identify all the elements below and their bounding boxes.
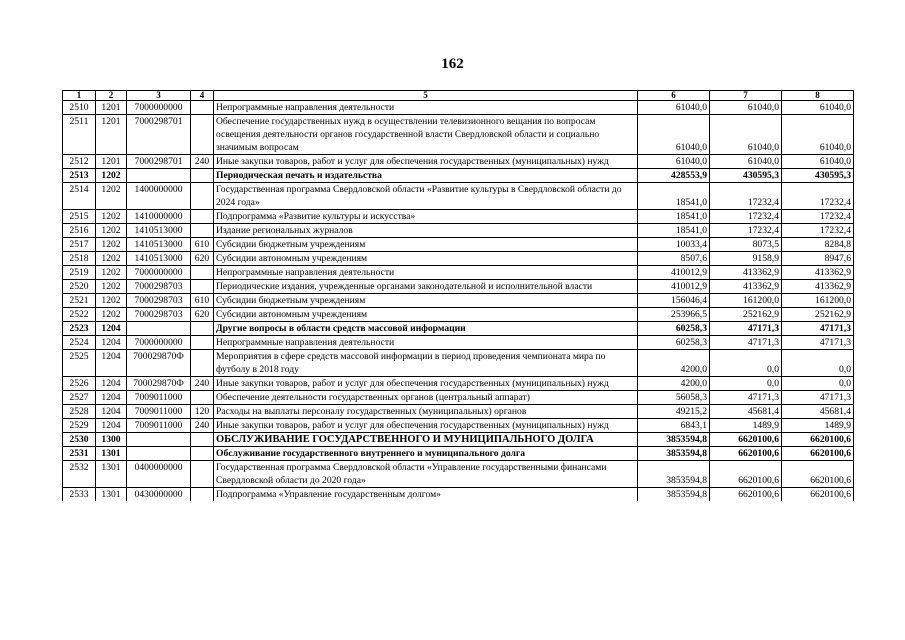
row-number-cell: 2517 [63,238,96,252]
item-name-cell: Издание региональных журналов [214,224,638,238]
amount-col7-cell: 413362,9 [710,280,782,294]
table-row [63,294,854,308]
amount-col8-cell: 413362,9 [782,266,854,280]
amount-col7-cell: 0,0 [710,377,782,391]
target-code-cell: 700029870Ф [127,350,191,377]
amount-col6-cell: 6843,1 [638,419,710,433]
column-header: 4 [191,91,214,101]
target-code-cell: 7000000000 [127,101,191,115]
target-code-cell: 0400000000 [127,461,191,488]
expense-type-cell [191,210,214,224]
target-code-cell [127,433,191,447]
amount-col6-cell: 253966,5 [638,308,710,322]
table-row [63,252,854,266]
amount-col6-cell: 428553,9 [638,169,710,183]
expense-type-cell [191,183,214,210]
table-row [63,488,854,502]
row-number-cell: 2520 [63,280,96,294]
amount-col7-cell: 161200,0 [710,294,782,308]
item-name-cell: Иные закупки товаров, работ и услуг для обеспечения государственных (муниципальных) нужд [214,377,638,391]
row-number-cell: 2533 [63,488,96,502]
row-number-cell: 2513 [63,169,96,183]
section-code-cell: 1202 [96,252,127,266]
amount-col8-cell: 61040,0 [782,101,854,115]
row-number-cell: 2511 [63,115,96,155]
amount-col7-cell: 47171,3 [710,391,782,405]
amount-col6-cell: 3853594,8 [638,461,710,488]
amount-col7-cell: 61040,0 [710,101,782,115]
amount-col8-cell: 17232,4 [782,210,854,224]
amount-col8-cell: 45681,4 [782,405,854,419]
amount-col7-cell: 0,0 [710,350,782,377]
item-name-cell: Обеспечение государственных нужд в осуществлении телевизионного вещания по вопросам освещения деятельности органов государственной власти Свердловской области и социально значимым вопросам [214,115,638,155]
expense-type-cell [191,391,214,405]
amount-col7-cell: 413362,9 [710,266,782,280]
expense-type-cell [191,488,214,502]
amount-col7-cell: 6620100,6 [710,488,782,502]
table-row [63,461,854,488]
item-name-cell: Субсидии автономным учреждениям [214,252,638,266]
expense-type-cell [191,169,214,183]
target-code-cell: 7000000000 [127,266,191,280]
amount-col6-cell: 410012,9 [638,266,710,280]
amount-col6-cell: 61040,0 [638,155,710,169]
amount-col6-cell: 18541,0 [638,210,710,224]
page-number: 162 [441,56,464,72]
item-name-cell: Мероприятия в сфере средств массовой информации в период проведения чемпионата мира по футболу в 2018 году [214,350,638,377]
amount-col8-cell: 17232,4 [782,183,854,210]
row-number-cell: 2514 [63,183,96,210]
amount-col7-cell: 9158,9 [710,252,782,266]
target-code-cell: 7000298703 [127,294,191,308]
expense-type-cell [191,322,214,336]
section-code-cell: 1202 [96,210,127,224]
row-number-cell: 2526 [63,377,96,391]
item-name-cell: Расходы на выплаты персоналу государственных (муниципальных) органов [214,405,638,419]
section-code-cell: 1301 [96,461,127,488]
table-row [63,266,854,280]
section-code-cell: 1201 [96,101,127,115]
amount-col8-cell: 47171,3 [782,391,854,405]
expense-type-cell [191,433,214,447]
item-name-cell: Обеспечение деятельности государственных органов (центральный аппарат) [214,391,638,405]
item-name-cell: Субсидии бюджетным учреждениям [214,238,638,252]
expense-type-cell [191,266,214,280]
section-code-cell: 1301 [96,488,127,502]
amount-col6-cell: 3853594,8 [638,447,710,461]
target-code-cell: 1400000000 [127,183,191,210]
amount-col8-cell: 6620100,6 [782,447,854,461]
target-code-cell: 7009011000 [127,419,191,433]
amount-col8-cell: 47171,3 [782,322,854,336]
row-number-cell: 2527 [63,391,96,405]
section-code-cell: 1202 [96,266,127,280]
budget-table [62,90,854,501]
column-header: 2 [96,91,127,101]
amount-col7-cell: 61040,0 [710,155,782,169]
target-code-cell: 1410513000 [127,252,191,266]
table-row [63,405,854,419]
section-code-cell: 1204 [96,391,127,405]
amount-col8-cell: 1489,9 [782,419,854,433]
row-number-cell: 2530 [63,433,96,447]
table-row [63,101,854,115]
section-code-cell: 1201 [96,155,127,169]
expense-type-cell: 240 [191,377,214,391]
amount-col6-cell: 60258,3 [638,322,710,336]
column-header: 7 [710,91,782,101]
table-row [63,322,854,336]
amount-col7-cell: 6620100,6 [710,447,782,461]
table-row [63,391,854,405]
target-code-cell: 0430000000 [127,488,191,502]
amount-col6-cell: 8507,6 [638,252,710,266]
target-code-cell: 1410513000 [127,224,191,238]
target-code-cell: 7000298703 [127,308,191,322]
section-code-cell: 1204 [96,336,127,350]
item-name-cell: Непрограммные направления деятельности [214,336,638,350]
section-code-cell: 1204 [96,350,127,377]
target-code-cell: 7000298701 [127,115,191,155]
section-code-cell: 1300 [96,433,127,447]
item-name-cell: ОБСЛУЖИВАНИЕ ГОСУДАРСТВЕННОГО И МУНИЦИПАЛЬНОГО ДОЛГА [214,433,638,447]
amount-col8-cell: 8947,6 [782,252,854,266]
item-name-cell: Непрограммные направления деятельности [214,266,638,280]
table-row [63,336,854,350]
amount-col8-cell: 6620100,6 [782,488,854,502]
table-row [63,224,854,238]
expense-type-cell [191,461,214,488]
amount-col7-cell: 430595,3 [710,169,782,183]
expense-type-cell: 620 [191,252,214,266]
amount-col8-cell: 252162,9 [782,308,854,322]
section-code-cell: 1202 [96,169,127,183]
amount-col8-cell: 47171,3 [782,336,854,350]
amount-col8-cell: 0,0 [782,350,854,377]
amount-col6-cell: 18541,0 [638,224,710,238]
amount-col7-cell: 17232,4 [710,224,782,238]
item-name-cell: Другие вопросы в области средств массовой информации [214,322,638,336]
column-header: 5 [214,91,638,101]
amount-col7-cell: 252162,9 [710,308,782,322]
target-code-cell [127,322,191,336]
item-name-cell: Иные закупки товаров, работ и услуг для обеспечения государственных (муниципальных) нужд [214,155,638,169]
section-code-cell: 1202 [96,280,127,294]
item-name-cell: Обслуживание государственного внутреннего и муниципального долга [214,447,638,461]
row-number-cell: 2532 [63,461,96,488]
expense-type-cell [191,280,214,294]
section-code-cell: 1201 [96,115,127,155]
expense-type-cell [191,336,214,350]
column-header: 3 [127,91,191,101]
amount-col8-cell: 8284,8 [782,238,854,252]
amount-col7-cell: 47171,3 [710,322,782,336]
section-code-cell: 1204 [96,419,127,433]
amount-col6-cell: 3853594,8 [638,488,710,502]
table-header-row [63,91,854,101]
table-row [63,308,854,322]
section-code-cell: 1202 [96,238,127,252]
amount-col8-cell: 61040,0 [782,155,854,169]
amount-col6-cell: 56058,3 [638,391,710,405]
row-number-cell: 2522 [63,308,96,322]
amount-col8-cell: 413362,9 [782,280,854,294]
amount-col7-cell: 17232,4 [710,183,782,210]
amount-col8-cell: 61040,0 [782,115,854,155]
section-code-cell: 1301 [96,447,127,461]
expense-type-cell [191,115,214,155]
item-name-cell: Государственная программа Свердловской области «Развитие культуры в Свердловской области до 2024 года» [214,183,638,210]
amount-col6-cell: 3853594,8 [638,433,710,447]
amount-col7-cell: 6620100,6 [710,433,782,447]
section-code-cell: 1202 [96,224,127,238]
amount-col8-cell: 17232,4 [782,224,854,238]
section-code-cell: 1202 [96,294,127,308]
target-code-cell: 7000298701 [127,155,191,169]
row-number-cell: 2515 [63,210,96,224]
section-code-cell: 1204 [96,322,127,336]
row-number-cell: 2521 [63,294,96,308]
row-number-cell: 2524 [63,336,96,350]
item-name-cell: Субсидии автономным учреждениям [214,308,638,322]
target-code-cell: 7000000000 [127,336,191,350]
amount-col7-cell: 45681,4 [710,405,782,419]
amount-col6-cell: 60258,3 [638,336,710,350]
section-code-cell: 1202 [96,308,127,322]
expense-type-cell: 610 [191,238,214,252]
section-code-cell: 1204 [96,405,127,419]
expense-type-cell: 240 [191,155,214,169]
row-number-cell: 2528 [63,405,96,419]
amount-col6-cell: 4200,0 [638,350,710,377]
amount-col6-cell: 156046,4 [638,294,710,308]
item-name-cell: Периодическая печать и издательства [214,169,638,183]
expense-type-cell: 240 [191,419,214,433]
target-code-cell: 700029870Ф [127,377,191,391]
amount-col6-cell: 10033,4 [638,238,710,252]
amount-col7-cell: 6620100,6 [710,461,782,488]
item-name-cell: Непрограммные направления деятельности [214,101,638,115]
expense-type-cell [191,350,214,377]
amount-col7-cell: 1489,9 [710,419,782,433]
column-header: 6 [638,91,710,101]
expense-type-cell: 120 [191,405,214,419]
expense-type-cell [191,224,214,238]
table-row [63,183,854,210]
amount-col7-cell: 61040,0 [710,115,782,155]
row-number-cell: 2525 [63,350,96,377]
item-name-cell: Иные закупки товаров, работ и услуг для обеспечения государственных (муниципальных) нужд [214,419,638,433]
table-row [63,377,854,391]
row-number-cell: 2519 [63,266,96,280]
row-number-cell: 2523 [63,322,96,336]
amount-col8-cell: 161200,0 [782,294,854,308]
item-name-cell: Подпрограмма «Управление государственным долгом» [214,488,638,502]
target-code-cell: 1410000000 [127,210,191,224]
table-row [63,447,854,461]
column-header: 1 [63,91,96,101]
table-row [63,433,854,447]
item-name-cell: Субсидии бюджетным учреждениям [214,294,638,308]
amount-col7-cell: 17232,4 [710,210,782,224]
row-number-cell: 2510 [63,101,96,115]
table-row [63,155,854,169]
amount-col7-cell: 8073,5 [710,238,782,252]
target-code-cell: 7000298703 [127,280,191,294]
expense-type-cell: 620 [191,308,214,322]
amount-col7-cell: 47171,3 [710,336,782,350]
table-row [63,238,854,252]
expense-type-cell [191,447,214,461]
table-row [63,115,854,155]
amount-col6-cell: 410012,9 [638,280,710,294]
item-name-cell: Государственная программа Свердловской области «Управление государственными финансами Свердловской области до 2020 года» [214,461,638,488]
table-row [63,210,854,224]
table-row [63,419,854,433]
table-row [63,280,854,294]
expense-type-cell [191,101,214,115]
row-number-cell: 2531 [63,447,96,461]
expense-type-cell: 610 [191,294,214,308]
target-code-cell: 7009011000 [127,405,191,419]
table-row [63,169,854,183]
item-name-cell: Периодические издания, учрежденные органами законодательной и исполнительной власти [214,280,638,294]
row-number-cell: 2516 [63,224,96,238]
amount-col8-cell: 6620100,6 [782,433,854,447]
amount-col6-cell: 61040,0 [638,101,710,115]
row-number-cell: 2529 [63,419,96,433]
amount-col8-cell: 6620100,6 [782,461,854,488]
amount-col6-cell: 61040,0 [638,115,710,155]
target-code-cell: 7009011000 [127,391,191,405]
item-name-cell: Подпрограмма «Развитие культуры и искусства» [214,210,638,224]
amount-col8-cell: 430595,3 [782,169,854,183]
column-header: 8 [782,91,854,101]
section-code-cell: 1202 [96,183,127,210]
amount-col6-cell: 18541,0 [638,183,710,210]
target-code-cell [127,169,191,183]
amount-col6-cell: 4200,0 [638,377,710,391]
section-code-cell: 1204 [96,377,127,391]
amount-col8-cell: 0,0 [782,377,854,391]
row-number-cell: 2512 [63,155,96,169]
table-row [63,350,854,377]
row-number-cell: 2518 [63,252,96,266]
amount-col6-cell: 49215,2 [638,405,710,419]
target-code-cell [127,447,191,461]
target-code-cell: 1410513000 [127,238,191,252]
